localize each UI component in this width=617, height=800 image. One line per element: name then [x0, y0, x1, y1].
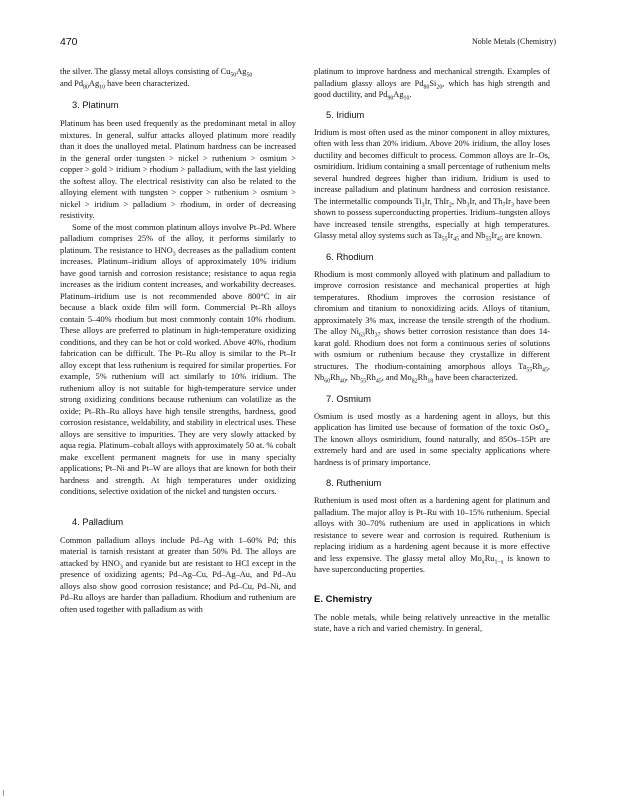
heading-palladium: 4. Palladium	[72, 516, 124, 527]
platinum-paragraph-1: Platinum has been used frequently as the predominant metal in alloy mixtures. In general, sulfur attacks alloyed platinum more readily than it does the unalloyed metal. Platinum hardness can be increased in the general order tungsten > nickel > ruthenium > osmium > copper > gold > iridium > rhodium > palladium, with the last yielding the softest alloy. The electrical resistivity can also be related to the alloying element with tungsten > copper > ruthenium > osmium > nickel > iridium > palladium > rhodium, in order of decreasing resistivity.	[60, 119, 296, 220]
palladium-continued-paragraph: platinum to improve hardness and mechanical strength. Examples of palladium glassy alloys are $Pd_{80}Si_{20}$, which has high strength and good ductility, and $Pd_{90}Ag_{10}$.	[314, 67, 550, 102]
heading-platinum: 3. Platinum	[72, 100, 119, 110]
page-header	[60, 36, 556, 50]
scan-edge-mark	[3, 790, 4, 796]
intro-paragraph: the silver. The glassy metal alloys consisting of $Cu_{50}Ag_{50}$ and $Pd_{80}Ag_{10}$ have been characterized.	[60, 67, 253, 91]
iridium-paragraph: Iridium is most often used as the minor component in alloy mixtures, often with less than 20% iridium. Above 20% iridium, the alloy loses ductility and becomes difficult to process. Common alloys are Ir–Os, osmiridium. Iridium containing a small percentage of ruthenium melts several hundred degrees higher than iridium. Iridium is used to increase palladium and platinum hardness and corrosion resistance. The intermetallic compounds $Ti_3Ir$, ThIr$_2$, $Nb_3Ir$, and $Th_7Ir_3$ have been shown to possess superconducting properties. Iridium–tungsten alloys have increased tensile strengths, especially at high temperatures. Glassy metal alloy systems such as $Ta_{55}Ir_{45}$ and $Nb_{55}Ir_{45}$ are known.	[314, 127, 550, 243]
platinum-paragraph-2: Some of the most common platinum alloys involve Pt–Pd. Where palladium comprises 25% of the alloy, it performs similarly to platinum. The resistance to $HNO_3$ decreases as the palladium content increases. Platinum–iridium alloys of approximately 10% iridium have good tarnish and corrosion resistance; resistance to aqua regia increases as the iridium content increases, and workability decreases. Platinum–iridium use is not recommended above 800°C in air because a black oxide film will form. Commercial Pt–Rh alloys contain 5–40% rhodium but most commonly contain 10% rhodium. These alloys are preferred to platinum in high-temperature oxidizing conditions, and they can be hot or cold worked. Above 40%, rhodium fabrication can be difficult. The Pt–Ru alloy is similar to the Pt–Ir alloy except that less ruthenium is required for similar properties. For example, 5% ruthenium will act similarly to 10% iridium. The ruthenium alloy is not suitable for high-temperature service under strong oxidizing conditions because ruthenium can volatilize as the oxide; Pt–Rh–Ru alloys have high tensile strengths, hardness, good corrosion resistance, weldability, and stability in electrical uses. These alloys are sensitive to impurities. They are very slowly attacked by aqua regia. Platinum–cobalt alloys with approximately 50 at. % cobalt make excellent permanent magnets for use in many specialty applications; Pt–Ni and Pt–W are alloys that are known for both their hardness and strength. At high temperatures under oxidizing conditions, selective oxidation of the nickel and tungsten occurs.	[60, 222, 296, 496]
osmium-paragraph: Osmium is used mostly as a hardening agent in alloys, but this application has limited use because of formation of the toxic OsO$_4$. The known alloys osmiridium, found naturally, and 85Os–15Pt are extremely hard and are used in some specialty applications where hardness is of primary importance.	[314, 411, 550, 467]
ruthenium-paragraph: Ruthenium is used most often as a hardening agent for platinum and palladium. The major alloy is Pt–Ru with 10–15% ruthenium. Special alloys with 30–70% ruthenium are used in applications in which resistance to severe wear and corrosion is required. Ruthenium is replacing iridium as a hardening agent because it is more effective and less expensive. The glassy metal alloy $Mo_xRu_{1-x}$ is known to have superconducting properties.	[314, 496, 550, 574]
page-number: 470	[60, 36, 78, 48]
rhodium-paragraph: Rhodium is most commonly alloyed with platinum and palladium to improve corrosion resistance and mechanical properties at high temperatures. Rhodium improves the corrosion resistance of chromium and titanium to nonoxidizing acids. Alloys of titanium, approximately 3% max, increase the tensile strength of the rhodium. The alloy $Ni_{63}Rh_{37}$ shows better corrosion resistance than does 14-karat gold. Rhodium does not form a continuous series of solutions with osmium or ruthenium because they crystallize in different structures. The rhodium-containing amorphous alloys $Ta_{55}Rh_{45}$, $Nb_{60}Rh_{40}$, $Nb_{55}Rh_{45}$, and $Mo_{82}Rh_{18}$ have been characterized.	[314, 269, 550, 385]
heading-rhodium: 6. Rhodium	[326, 251, 374, 262]
right-column	[314, 66, 550, 635]
chemistry-paragraph: The noble metals, while being relatively unreactive in the metallic state, have a rich and varied chemistry. In general,	[314, 612, 550, 633]
heading-osmium: 7. Osmium	[326, 393, 371, 404]
palladium-paragraph: Common palladium alloys include Pd–Ag with 1–60% Pd; this material is tarnish resistant at greater than 50% Pd. The alloys are attacked by $HNO_3$ and cyanide but are resistant to HCl except in the presence of oxidizing agents; Pd–Ag–Cu, Pd–Ag–Au, and Pd–Au alloys also show good corrosion resistance; and Pd–Cu, Pd–Ni, and Pd–Ru alloys are harder than palladium. Rhodium and ruthenium are often used together with palladium as with	[60, 535, 297, 614]
heading-iridium: 5. Iridium	[326, 109, 365, 120]
left-column	[60, 66, 296, 615]
running-title: Noble Metals (Chemistry)	[472, 37, 556, 46]
heading-ruthenium: 8. Ruthenium	[326, 478, 382, 488]
heading-chemistry: E. Chemistry	[314, 593, 373, 605]
